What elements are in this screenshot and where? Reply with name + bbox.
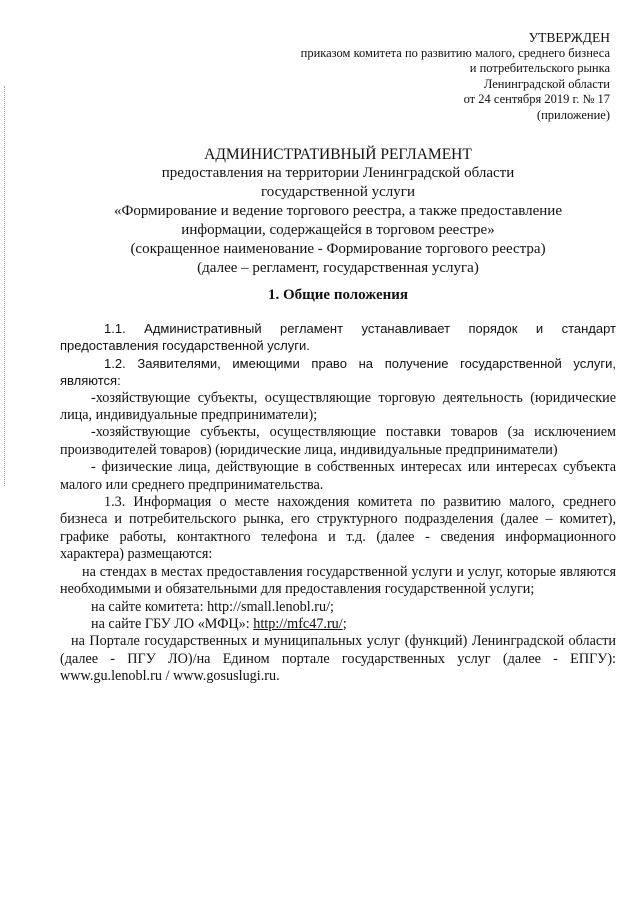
document-title: АДМИНИСТРАТИВНЫЙ РЕГЛАМЕНТ [204,146,472,163]
approval-stamp [301,30,610,124]
paragraph-1-1: 1.1. Административный регламент устанавливает порядок и стандарт предоставления государственной услуги. [60,321,616,354]
section-body [60,320,616,686]
paragraph-1-3: 1.3. Информация о месте нахождения комитета по развитию малого, среднего бизнеса и потребительского рынка, его структурного подразделения (далее – комитет), графике работы, контактного телефона и т.д. (далее - сведения информационного характера) размещаются: [60,494,616,563]
paragraph-committee-site: на сайте комитета: http://small.lenobl.ru/; [91,598,334,615]
heading-line: «Формирование и ведение торгового реестра, а также предоставление [114,203,562,219]
mfc-site-link[interactable]: http://mfc47.ru/ [253,615,343,632]
document-heading [60,145,616,278]
approval-line: и потребительского рынка [469,61,610,76]
paragraph-applicant-trade: -хозяйствующие субъекты, осуществляющие торговую деятельность (юридические лица, индивидуальные предприниматели); [60,389,616,424]
heading-line: (далее – регламент, государственная услуга) [197,260,479,276]
paragraph-1-2: 1.2. Заявителями, имеющими право на получение государственной услуги, являются: [60,355,616,389]
section-title: 1. Общие положения [267,287,409,303]
approval-note: (приложение) [536,107,610,122]
approval-line: Ленинградской области [483,76,610,91]
mfc-site-suffix: ; [342,615,347,632]
approval-title: УТВЕРЖДЕН [528,30,610,45]
mfc-site-label: на сайте ГБУ ЛО «МФЦ»: [91,615,254,632]
approval-date: от 24 сентября 2019 г. № 17 [463,92,610,107]
approval-line: приказом комитета по развитию малого, среднего бизнеса [300,45,610,60]
paragraph-applicant-supply: -хозяйствующие субъекты, осуществляющие поставки товаров (за исключением производителей товаров) (юридические лица, индивидуальные предприниматели) [60,424,616,458]
heading-line: (сокращенное наименование - Формирование торгового реестра) [130,241,546,257]
heading-line: предоставления на территории Ленинградской области [161,165,515,181]
paragraph-portals: на Портале государственных и муниципальных услуг (функций) Ленинградской области (далее - ПГУ ЛО)/на Едином портале государственных услуг (далее - ЕПГУ): www.gu.lenobl.ru / www.gosuslugi.ru. [60,633,616,685]
paragraph-applicant-individuals: - физические лица, действующие в собственных интересах или интересах субъекта малого или среднего предпринимательства. [60,459,616,493]
scan-edge-mark [4,86,6,486]
paragraph-mfc-site [60,616,616,633]
heading-line: информации, содержащейся в торговом реестре» [181,222,495,238]
paragraph-stands: на стендах в местах предоставления государственной услуги и услуг, которые являются необходимыми и обязательными для предоставления государственной услуги; [60,563,616,598]
heading-line: государственной услуги [261,184,415,200]
